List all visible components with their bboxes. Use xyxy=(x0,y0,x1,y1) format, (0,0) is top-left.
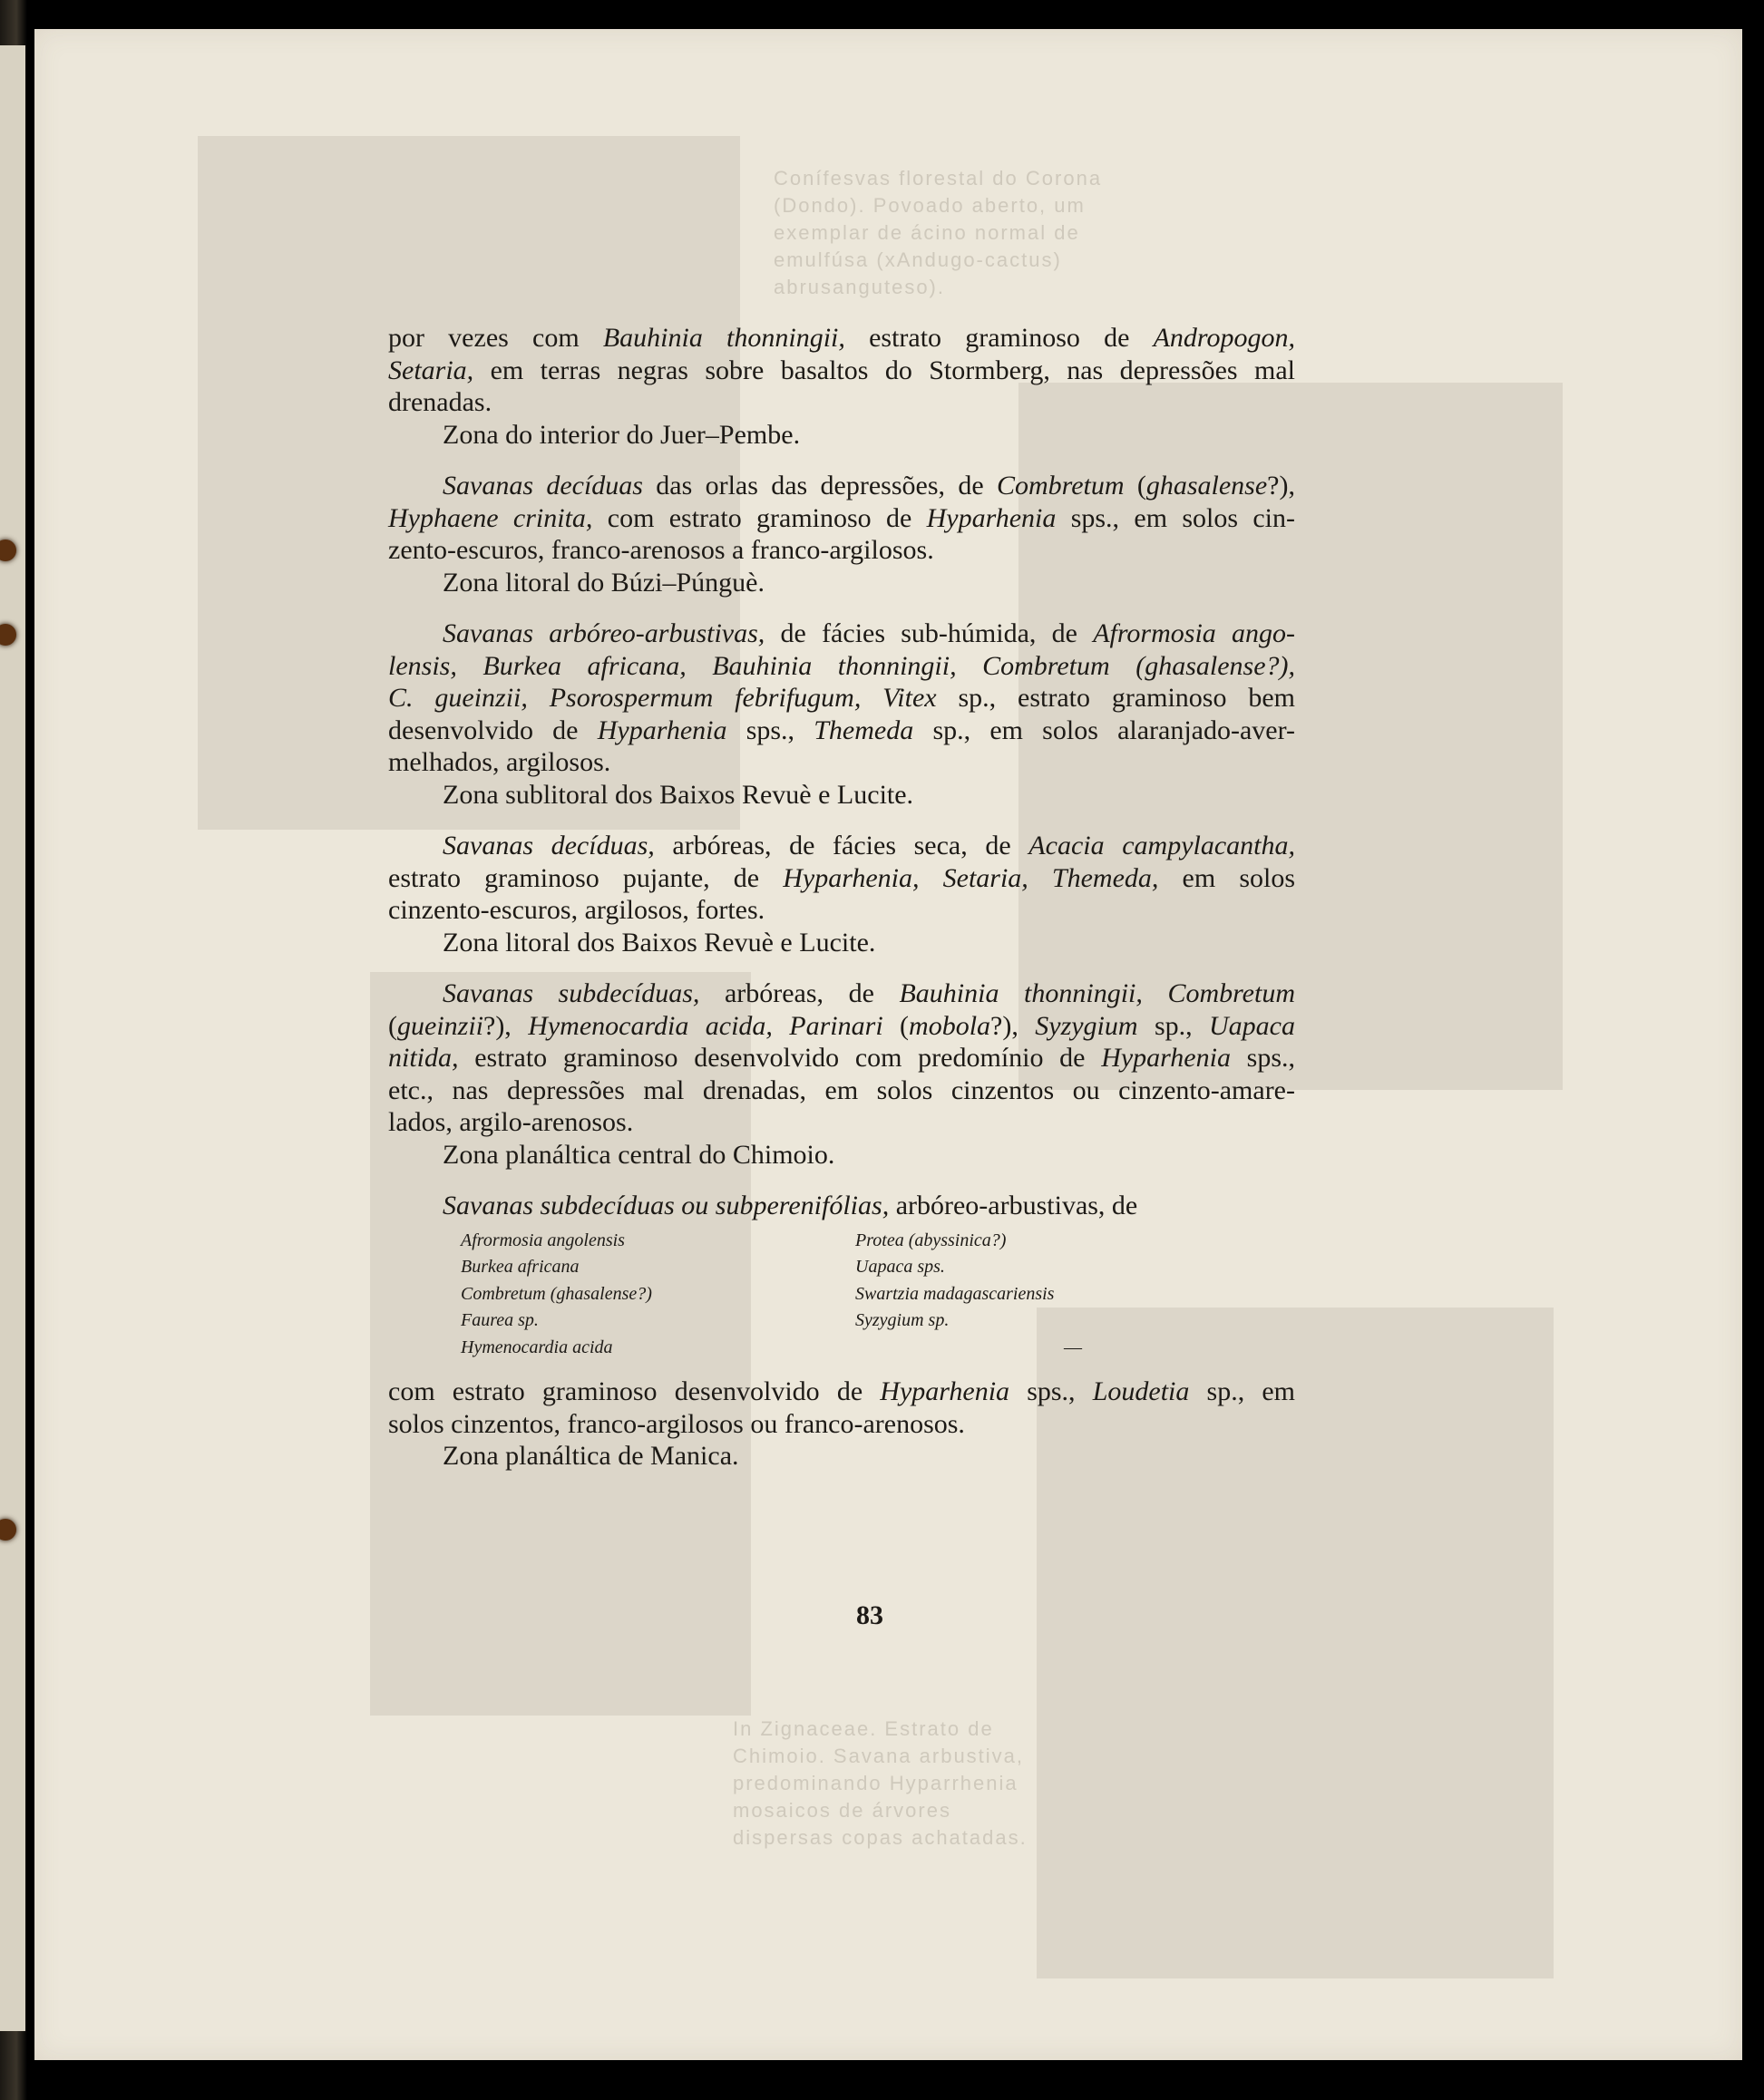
taxon-name: Hymenocardia acida, Parinari xyxy=(528,1010,883,1041)
zone-label: Zona litoral do Búzi–Púnguè. xyxy=(443,567,765,598)
species-item: Syzygium sp. xyxy=(855,1310,950,1330)
text-run: solos cinzentos, franco-argilosos ou franco-arenosos. xyxy=(388,1408,965,1439)
text-line xyxy=(388,1106,1295,1139)
final-paragraph-intro xyxy=(388,1190,1295,1222)
text-line xyxy=(388,617,1295,650)
species-item: — xyxy=(1064,1337,1082,1357)
text-run: ( xyxy=(1124,471,1146,501)
taxon-name: Loudetia xyxy=(1092,1376,1190,1406)
paragraph-block xyxy=(388,470,1295,598)
taxon-name: Themeda xyxy=(814,715,914,745)
text-run: arbóreas, de xyxy=(699,978,900,1008)
text-line xyxy=(388,470,1295,502)
taxon-name: Savanas decíduas, xyxy=(443,831,655,860)
zone-label: Zona do interior do Juer–Pembe. xyxy=(443,419,801,450)
text-run: ( xyxy=(388,1010,397,1041)
zone-label: Zona planáltica central do Chimoio. xyxy=(443,1139,835,1170)
text-run: arbóreo-arbustivas, de xyxy=(889,1191,1138,1220)
taxon-name: Bauhinia thonningii, xyxy=(602,323,845,353)
text-run: estrato graminoso pujante, de xyxy=(388,862,784,893)
text-line xyxy=(388,502,1295,535)
taxon-name: Andropogon, xyxy=(1153,323,1295,353)
taxon-name: Acacia campylacantha, xyxy=(1028,831,1295,860)
taxon-name: Savanas decíduas xyxy=(443,471,643,501)
text-line xyxy=(388,894,1295,927)
text-run: cinzento-escuros, argilosos, fortes. xyxy=(388,895,765,925)
species-item: Protea (abyssinica?) xyxy=(855,1230,1007,1250)
text-line xyxy=(388,715,1295,747)
taxon-name: Hyparhenia, Setaria, Themeda, xyxy=(783,862,1159,893)
taxon-name: mobola xyxy=(909,1010,991,1041)
final-paragraph xyxy=(388,1376,1295,1440)
taxon-name: Hyparhenia xyxy=(1101,1043,1231,1073)
species-item: Uapaca sps. xyxy=(855,1257,945,1277)
text-line xyxy=(388,1042,1295,1074)
taxon-name: Hyparhenia xyxy=(880,1376,1010,1406)
text-run: sps., xyxy=(1009,1376,1093,1406)
punch-hole xyxy=(0,540,16,561)
text-run: ( xyxy=(882,1010,910,1041)
text-run: em terras negras sobre basaltos do Stormberg, nas depressões mal xyxy=(473,355,1295,385)
text-run: estrato graminoso desenvolvido com predomínio de xyxy=(458,1043,1102,1073)
text-run: sp., em solos alaranjado-aver- xyxy=(913,715,1295,745)
paragraph-block xyxy=(388,830,1295,958)
text-run: arbóreas, de fácies seca, de xyxy=(654,831,1029,860)
text-line xyxy=(388,1376,1295,1408)
taxon-name: Uapaca xyxy=(1209,1010,1295,1041)
text-line xyxy=(388,1010,1295,1043)
text-line xyxy=(388,746,1295,779)
text-line xyxy=(388,534,1295,567)
species-item: Afrormosia angolensis xyxy=(461,1230,625,1250)
taxon-name: Savanas subdecíduas, xyxy=(443,978,700,1008)
text-line xyxy=(388,322,1295,355)
text-run: com estrato graminoso de xyxy=(592,502,927,533)
text-line xyxy=(388,682,1295,715)
taxon-name: Combretum xyxy=(996,471,1125,501)
bleed-through-caption: Conífesvas florestal do Corona (Dondo). Povoado aberto, um exemplar de ácino normal de emulfúsa (xAndugo-cactus) abrusanguteso). xyxy=(774,167,1103,298)
adjacent-page-edge xyxy=(0,45,25,2031)
zone-label: Zona planáltica de Manica. xyxy=(443,1441,739,1471)
taxon-name: Savanas subdecíduas ou subperenifólias, xyxy=(443,1191,890,1220)
text-run: estrato graminoso de xyxy=(844,323,1154,353)
text-run: de fácies sub-húmida, de xyxy=(765,618,1094,648)
text-line xyxy=(388,355,1295,387)
text-run: melhados, argilosos. xyxy=(388,747,611,777)
main-text xyxy=(388,322,1295,1492)
paragraph-block xyxy=(388,977,1295,1171)
taxon-name: Bauhinia thonningii, Combretum xyxy=(899,978,1295,1008)
taxon-name: Hyparhenia xyxy=(597,715,727,745)
text-run: ?), xyxy=(1267,471,1295,501)
zone-label: Zona litoral dos Baixos Revuè e Lucite. xyxy=(443,927,876,958)
text-run: ?), xyxy=(990,1010,1036,1041)
text-run: sp., em xyxy=(1189,1376,1296,1406)
taxon-name: ghasalense xyxy=(1145,471,1268,501)
taxon-name: Setaria, xyxy=(388,355,474,385)
species-item: Burkea africana xyxy=(461,1257,580,1277)
paragraph-block xyxy=(388,617,1295,811)
species-item: Faurea sp. xyxy=(461,1310,539,1330)
text-line xyxy=(388,830,1295,862)
text-line xyxy=(388,977,1295,1010)
text-run: sp., xyxy=(1137,1010,1210,1041)
text-line xyxy=(388,1408,1295,1441)
text-line xyxy=(388,650,1295,683)
text-run: lados, argilo-arenosos. xyxy=(388,1107,634,1137)
taxon-name: Savanas arbóreo-arbustivas, xyxy=(443,618,765,648)
text-line xyxy=(388,1074,1295,1107)
page-number: 83 xyxy=(856,1600,883,1630)
paragraph-block xyxy=(388,322,1295,451)
species-item: Combretum (ghasalense?) xyxy=(461,1283,652,1304)
text-run: ?), xyxy=(483,1010,529,1041)
punch-hole xyxy=(0,624,16,646)
savanna-descriptions xyxy=(388,322,1295,1171)
species-item: Swartzia madagascariensis xyxy=(855,1283,1055,1304)
text-run: desenvolvido de xyxy=(388,715,598,745)
species-item: Hymenocardia acida xyxy=(461,1337,613,1357)
text-line xyxy=(388,386,1295,419)
taxon-name: Hyparhenia xyxy=(926,502,1057,533)
bleed-through-caption: In Zignaceae. Estrato de Chimoio. Savana arbustiva, predominando Hyparrhenia mosaicos de árvores dispersas copas achatadas. xyxy=(733,1717,1028,1849)
text-run: com estrato graminoso desenvolvido de xyxy=(388,1376,881,1406)
text-run: por vezes com xyxy=(388,323,603,353)
taxon-name: gueinzii xyxy=(397,1010,483,1041)
text-run: sps., em solos cin- xyxy=(1056,502,1295,533)
taxon-name: Hyphaene crinita, xyxy=(388,502,593,533)
text-run: em solos xyxy=(1158,862,1296,893)
species-list xyxy=(461,1228,1313,1362)
text-run: sps., xyxy=(726,715,814,745)
taxon-name: C. gueinzii, Psorospermum febrifugum, Vitex xyxy=(388,683,937,713)
text-run: drenadas. xyxy=(388,387,492,417)
taxon-name: nitida, xyxy=(388,1043,459,1073)
punch-hole xyxy=(0,1519,16,1541)
text-run: sps., xyxy=(1230,1043,1295,1073)
taxon-name: Afrormosia ango- xyxy=(1093,618,1296,648)
text-line xyxy=(388,862,1295,895)
taxon-name: lensis, Burkea africana, Bauhinia thonningii, Combretum (ghasalense?), xyxy=(388,650,1295,681)
zone-label: Zona sublitoral dos Baixos Revuè e Lucite. xyxy=(443,779,914,810)
text-run: sp., estrato graminoso bem xyxy=(936,683,1295,713)
text-run: zento-escuros, franco-arenosos a franco-argilosos. xyxy=(388,535,934,565)
taxon-name: Syzygium xyxy=(1035,1010,1138,1041)
text-run: etc., nas depressões mal drenadas, em solos cinzentos ou cinzento-amare- xyxy=(388,1074,1295,1105)
text-run: das orlas das depressões, de xyxy=(642,471,997,501)
